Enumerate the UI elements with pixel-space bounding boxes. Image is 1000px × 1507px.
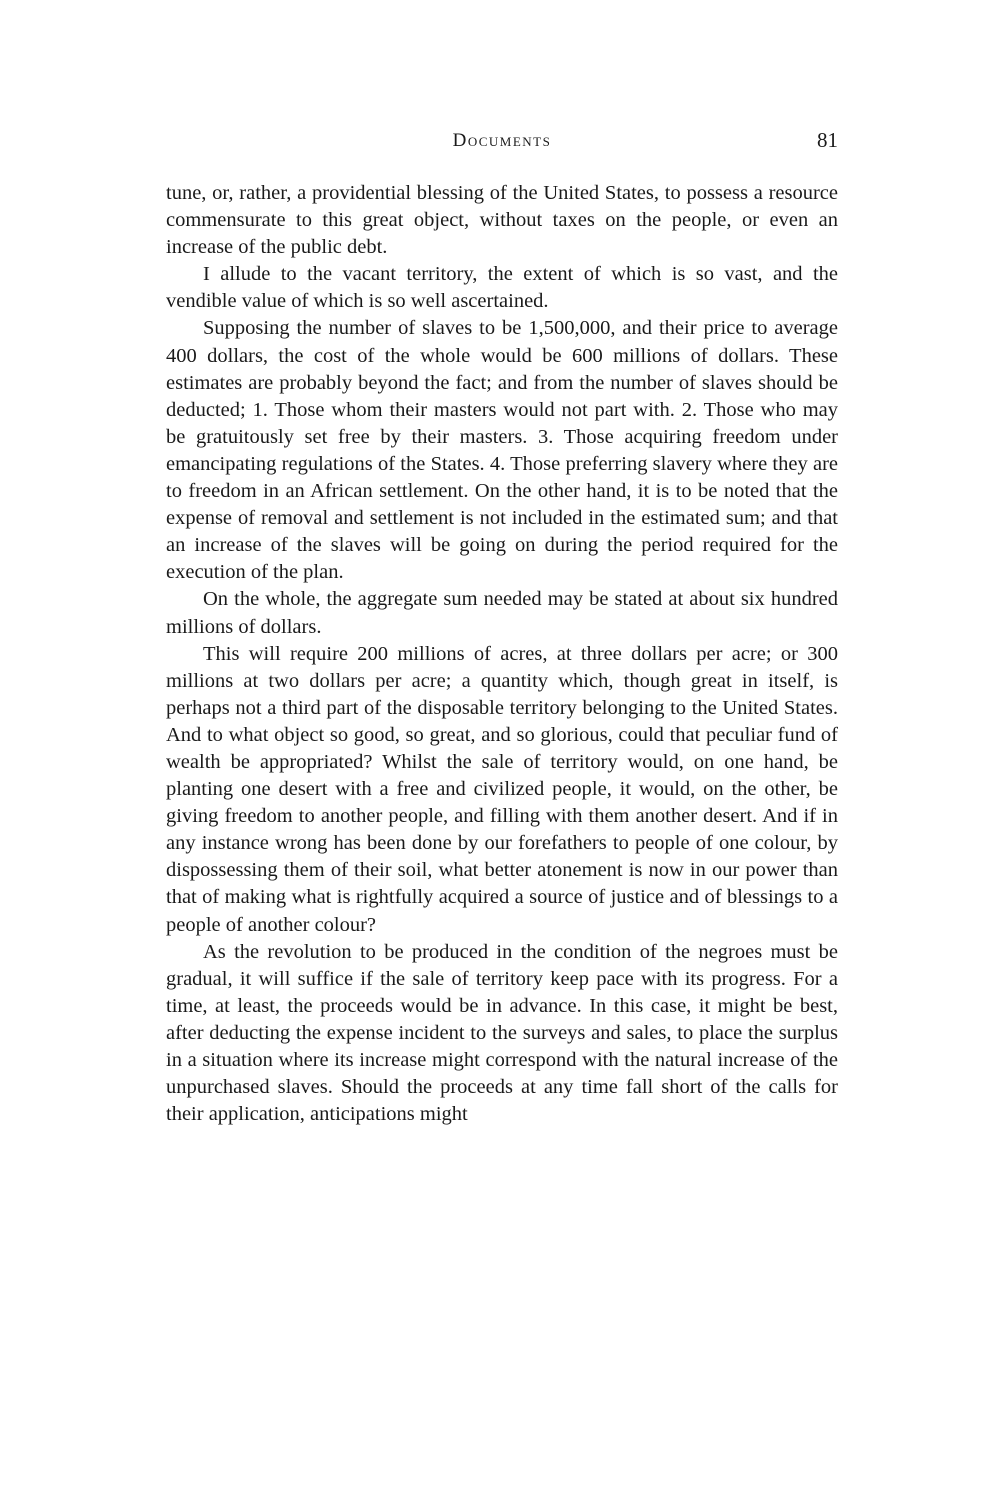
paragraph: Supposing the number of slaves to be 1,500,000, and their price to average 400 dollars, the cost of the whole would be 600 millions of dollars. These estimates are probably beyond the fact; and from the number of slaves should be deducted; 1. Those whom their masters would not part with. 2. Those who may be gratuitously set free by their masters. 3. Those acquiring freedom under emancipating regulations of the States. 4. Those preferring slavery where they are to freedom in an African settlement. On the other hand, it is to be noted that the expense of removal and settlement is not included in the estimated sum; and that an increase of the slaves will be going on during the period required for the execution of the plan. [166,317,838,584]
paragraph: As the revolution to be produced in the condition of the negroes must be gradual, it will suffice if the sale of territory keep pace with its progress. For a time, at least, the proceeds would be in advance. In this case, it might be best, after deducting the expense incident to the surveys and sales, to place the surplus in a situation where its increase might correspond with the natural increase of the unpurchased slaves. Should the proceeds at any time fall short of the calls for their application, anticipations might [166,940,838,1126]
running-head [166,128,838,158]
body-text [166,180,838,1128]
paragraph: On the whole, the aggregate sum needed may be stated at about six hundred millions of dollars. [166,588,838,638]
paragraph: tune, or, rather, a providential blessing of the United States, to possess a resource commensurate to this great object, without taxes on the people, or even an increase of the public debt. [166,182,838,259]
paragraph: I allude to the vacant territory, the extent of which is so vast, and the vendible value of which is so well ascertained. [166,263,838,313]
page-number: 81 [817,128,838,152]
running-title: Documents [452,130,552,151]
paragraph: This will require 200 millions of acres, at three dollars per acre; or 300 millions at two dollars per acre; a quantity which, though great in itself, is perhaps not a third part of the disposable territory belonging to the United States. And to what object so good, so great, and so glorious, could that peculiar fund of wealth be appropriated? Whilst the sale of territory would, on one hand, be planting one desert with a free and civilized people, it would, on the other, be giving freedom to another people, and filling with them another desert. And if in any instance wrong has been done by our forefathers to people of one colour, by dispossessing them of their soil, what better atonement is now in our power than that of making what is rightfully acquired a source of justice and of blessings to a people of another colour? [166,642,838,936]
